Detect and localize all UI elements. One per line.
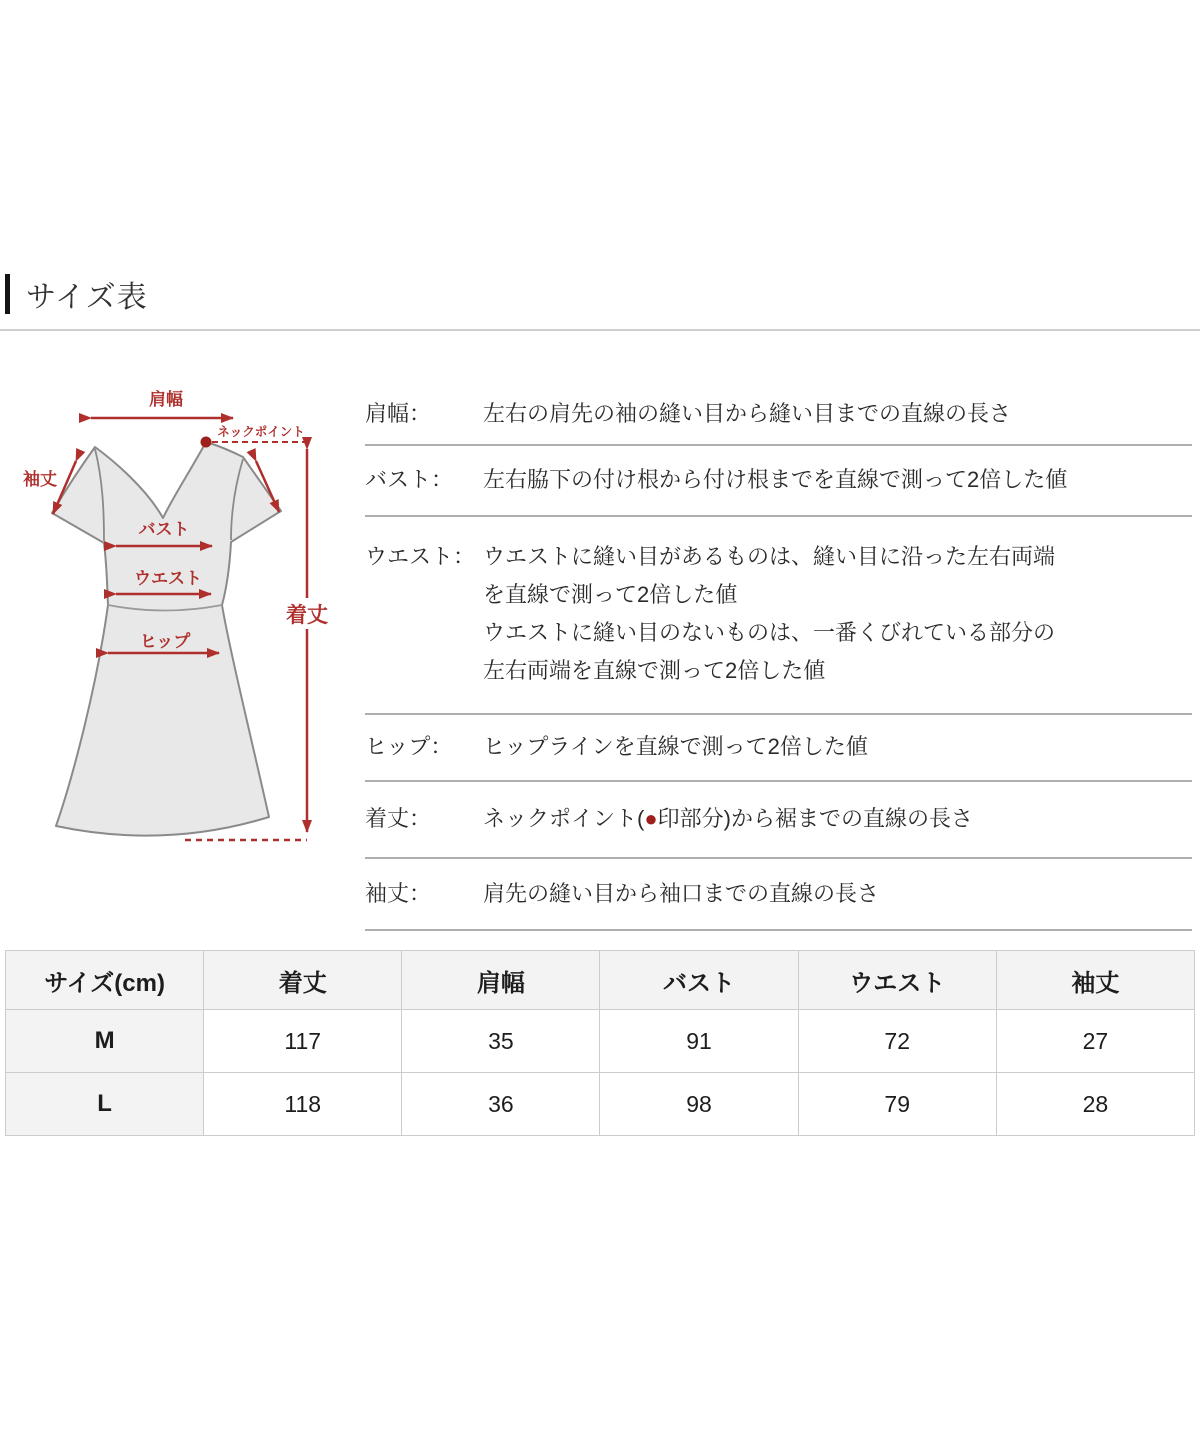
- definition-text: 肩先の縫い目から袖口までの直線の長さ: [483, 881, 880, 906]
- cell-value: 98: [600, 1073, 798, 1136]
- sleeve-length-label: 袖丈: [23, 470, 57, 489]
- cell-value: 35: [402, 1010, 600, 1073]
- column-header-sleeve: 袖丈: [996, 951, 1194, 1010]
- definition-text: ヒップラインを直線で測って2倍した値: [483, 734, 868, 759]
- row-label: M: [6, 1010, 204, 1073]
- waist-label: ウエスト: [134, 569, 202, 588]
- cell-value: 117: [204, 1010, 402, 1073]
- neck-point-dot-glyph: ●: [644, 806, 658, 831]
- size-table: [5, 950, 1195, 1136]
- definition-term: ヒップ：: [365, 734, 453, 759]
- neck-point-label: ネックポイント: [217, 425, 305, 439]
- cell-value: 28: [996, 1073, 1194, 1136]
- column-header-shoulder: 肩幅: [402, 951, 600, 1010]
- dress-measurement-diagram: [15, 385, 355, 865]
- definition-line: ウエストに縫い目があるものは、縫い目に沿った左右両端: [483, 544, 1056, 569]
- heading-accent-bar: [5, 274, 10, 314]
- definition-text: 左右脇下の付け根から付け根までを直線で測って2倍した値: [483, 467, 1068, 492]
- column-header-length: 着丈: [204, 951, 402, 1010]
- definition-term: 着丈：: [365, 806, 432, 831]
- shoulder-width-label: 肩幅: [149, 390, 183, 409]
- definition-term: 肩幅：: [365, 401, 432, 426]
- definition-line: 左右両端を直線で測って2倍した値: [483, 658, 826, 683]
- column-header-bust: バスト: [600, 951, 798, 1010]
- column-header-waist: ウエスト: [798, 951, 996, 1010]
- measurement-definitions: [365, 388, 1192, 931]
- table-row-size-m: [6, 1010, 1195, 1073]
- size-table-header-row: [6, 951, 1195, 1010]
- definition-text: [483, 538, 1192, 690]
- column-header-size: サイズ(cm): [6, 951, 204, 1010]
- definition-text: [483, 800, 1192, 838]
- definition-text-post: 印部分)から裾までの直線の長さ: [657, 806, 973, 831]
- definition-row-bust: [365, 446, 1192, 517]
- cell-value: 79: [798, 1073, 996, 1136]
- cell-value: 27: [996, 1010, 1194, 1073]
- cell-value: 118: [204, 1073, 402, 1136]
- hip-label: ヒップ: [139, 632, 191, 651]
- row-label: L: [6, 1073, 204, 1136]
- table-row-size-l: [6, 1073, 1195, 1136]
- definition-row-shoulder: [365, 388, 1192, 446]
- cell-value: 72: [798, 1010, 996, 1073]
- cell-value: 91: [600, 1010, 798, 1073]
- definition-line: を直線で測って2倍した値: [483, 582, 738, 607]
- definition-term: 袖丈：: [365, 881, 432, 906]
- section-heading: [5, 272, 148, 316]
- definition-line: ウエストに縫い目のないものは、一番くびれている部分の: [483, 620, 1056, 645]
- definition-text: 左右の肩先の袖の縫い目から縫い目までの直線の長さ: [483, 401, 1012, 426]
- garment-length-label: 着丈: [286, 604, 328, 627]
- neck-point-dot: [201, 437, 212, 448]
- bust-label: バスト: [138, 520, 190, 539]
- cell-value: 36: [402, 1073, 600, 1136]
- definition-text-pre: ネックポイント(: [483, 806, 645, 831]
- page-title: サイズ表: [26, 281, 148, 314]
- definition-row-sleeve: [365, 859, 1192, 931]
- definition-row-length: [365, 782, 1192, 859]
- definition-term: ウエスト：: [365, 544, 476, 569]
- definition-row-hip: [365, 715, 1192, 782]
- heading-divider: [0, 329, 1200, 331]
- definition-term: バスト：: [365, 467, 454, 492]
- definition-row-waist: [365, 517, 1192, 715]
